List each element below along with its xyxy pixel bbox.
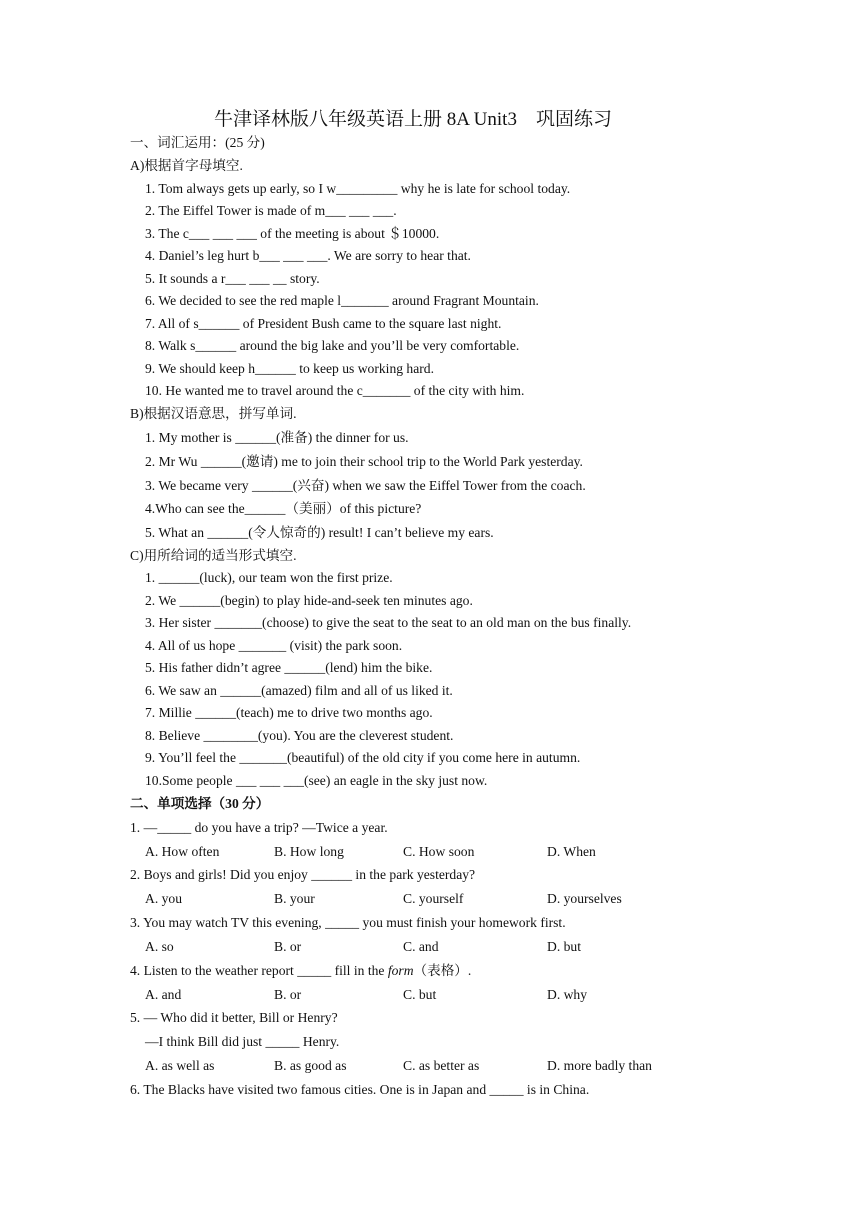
question-line: 4. All of us hope _______ (visit) the park soon. [145,638,403,653]
question-line: 7. Millie ______(teach) me to drive two months ago. [145,705,433,720]
option-b: B. or [274,939,302,954]
option-a: A. you [145,891,183,906]
question-line: 3. The c___ ___ ___ of the meeting is about ＄10000. [145,226,440,241]
question-line: 1. My mother is ______(准备) the dinner for us. [145,430,409,445]
question-line: 10.Some people ___ ___ ___(see) an eagle in the sky just now. [145,773,488,788]
question-line: 8. Believe ________(you). You are the cleverest student. [145,728,454,743]
option-a: A. as well as [145,1058,215,1073]
page-title: 牛津译林版八年级英语上册 8A Unit3 巩固练习 [214,109,612,130]
option-d: D. but [547,939,581,954]
option-b: B. How long [274,844,344,859]
option-d: D. why [547,987,588,1002]
question-line: 8. Walk s______ around the big lake and you’ll be very comfortable. [145,338,520,353]
option-d: D. yourselves [547,891,622,906]
option-c: C. but [403,987,437,1002]
question-line: 5. — Who did it better, Bill or Henry? [130,1010,338,1025]
question-line [130,962,471,980]
question-line: 7. All of s______ of President Bush came to the square last night. [145,316,502,331]
form-word: form [387,963,414,978]
question-line: 9. We should keep h______ to keep us working hard. [145,361,434,376]
question-line: 5. What an ______(令人惊奇的) result! I can’t believe my ears. [145,525,494,540]
question-line: 3. You may watch TV this evening, _____ you must finish your homework first. [130,915,566,930]
option-c: C. yourself [403,891,464,906]
question-text: 4. Listen to the weather report _____ fill in the [130,963,388,978]
question-line: —I think Bill did just _____ Henry. [145,1034,340,1049]
subsection-heading: B)根据汉语意思，拼写单词. [130,406,297,421]
question-line: 5. It sounds a r___ ___ __ story. [145,271,320,286]
question-line: 5. His father didn’t agree ______(lend) him the bike. [145,660,433,675]
subsection-heading: C)用所给词的适当形式填空. [130,548,297,563]
option-c: C. and [403,939,439,954]
question-line: 2. The Eiffel Tower is made of m___ ___ ___. [145,203,397,218]
option-a: A. How often [145,844,220,859]
question-line: 4. Daniel’s leg hurt b___ ___ ___. We are sorry to hear that. [145,248,471,263]
question-line: 6. We saw an ______(amazed) film and all of us liked it. [145,683,453,698]
question-line: 2. Mr Wu ______(邀请) me to join their school trip to the World Park yesterday. [145,454,583,469]
question-line: 10. He wanted me to travel around the c_______ of the city with him. [145,383,525,398]
question-line: 1. —_____ do you have a trip? —Twice a year. [130,820,388,835]
question-line: 2. Boys and girls! Did you enjoy ______ in the park yesterday? [130,867,476,882]
question-line: 6. We decided to see the red maple l_______ around Fragrant Mountain. [145,293,539,308]
option-a: A. so [145,939,174,954]
subsection-heading: A)根据首字母填空. [130,158,243,173]
question-line: 9. You’ll feel the _______(beautiful) of the old city if you come here in autumn. [145,750,581,765]
question-line: 2. We ______(begin) to play hide-and-seek ten minutes ago. [145,593,473,608]
question-line: 3. We became very ______(兴奋) when we saw the Eiffel Tower from the coach. [145,478,586,493]
section-heading: 二、单项选择（30 分） [130,796,270,811]
question-line: 4.Who can see the______（美丽）of this picture? [145,501,422,516]
option-d: D. more badly than [547,1058,652,1073]
question-line: 6. The Blacks have visited two famous cities. One is in Japan and _____ is in China. [130,1082,590,1097]
option-b: B. as good as [274,1058,347,1073]
question-line: 1. ______(luck), our team won the first prize. [145,570,393,585]
option-b: B. your [274,891,315,906]
option-a: A. and [145,987,182,1002]
option-c: C. How soon [403,844,475,859]
section-heading: 一、词汇运用：(25 分) [130,135,265,150]
question-tail: （表格）. [413,963,472,978]
question-line: 3. Her sister _______(choose) to give the seat to the seat to an old man on the bus finally. [145,615,632,630]
option-d: D. When [547,844,596,859]
question-line: 1. Tom always gets up early, so I w_________ why he is late for school today. [145,181,571,196]
option-c: C. as better as [403,1058,480,1073]
option-b: B. or [274,987,302,1002]
